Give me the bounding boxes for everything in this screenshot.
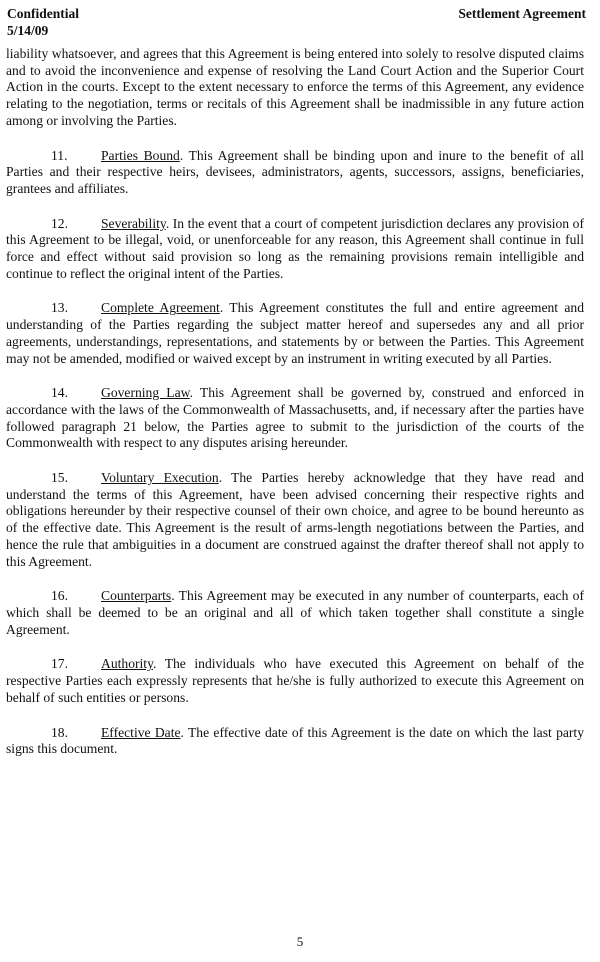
section-number: 11. xyxy=(51,147,68,163)
section-heading: Effective Date xyxy=(101,724,181,740)
page-number: 5 xyxy=(296,934,304,949)
section-number: 15. xyxy=(51,470,68,486)
section-number: 13. xyxy=(51,300,68,316)
section-17 xyxy=(6,656,584,706)
header-left xyxy=(7,6,79,39)
section-text: . The individuals who have executed this Agreement on behalf of the respective Parties each expressly represents that he/she is fully authorized to execute this Agreement on behalf of such entities or persons. xyxy=(6,656,584,705)
section-text: . This Agreement shall be governed by, construed and enforced in accordance with the laws of the Commonwealth of Massachusetts, and, if necessary after the parties have followed paragraph 21 below, the Parties agree to submit to the jurisdiction of the courts of the Commonwealth with respect to any disputes arising hereunder. xyxy=(6,385,584,451)
document-date: 5/14/09 xyxy=(7,22,49,38)
section-heading: Severability xyxy=(101,215,166,231)
section-number: 12. xyxy=(51,215,68,231)
section-number: 18. xyxy=(51,724,68,740)
section-heading: Counterparts xyxy=(101,588,172,604)
section-text: . The Parties hereby acknowledge that they have read and understand the terms of this Agreement, have been advised concerning their respective rights and obligations hereunder by their respective counsel of their own choice, and agree to be bound hereunto as of the effective date. This Agreement is the result of arms-length negotiations between the Parties, and hence the rule that ambiguities in a document are construed against the drafter thereof shall not apply to this Agreement. xyxy=(6,470,584,569)
section-heading: Complete Agreement xyxy=(101,300,220,316)
section-text: . The effective date of this Agreement is the date on which the last party signs this document. xyxy=(6,724,585,757)
section-16 xyxy=(6,588,584,638)
section-heading: Parties Bound xyxy=(101,147,180,163)
section-number: 17. xyxy=(51,656,68,672)
document-title: Settlement Agreement xyxy=(458,6,586,21)
document-body xyxy=(6,46,584,776)
section-heading: Authority xyxy=(101,656,153,672)
section-13 xyxy=(6,300,584,367)
section-number: 14. xyxy=(51,385,68,401)
section-heading: Voluntary Execution xyxy=(101,470,219,486)
section-15 xyxy=(6,470,584,570)
continued-paragraph: liability whatsoever, and agrees that this Agreement is being entered into solely to resolve disputed claims and to avoid the inconvenience and expense of resolving the Land Court Action and the Superior Court Action in the courts. Except to the extent necessary to enforce the terms of this Agreement, any evidence relating to the negotiation, terms or recitals of this Agreement shall be inadmissible in any future action among or involving the Parties. xyxy=(6,46,584,128)
section-text: . This Agreement may be executed in any number of counterparts, each of which shall be deemed to be an original and all of which taken together shall constitute a single Agreement. xyxy=(6,588,584,637)
section-text: . In the event that a court of competent jurisdiction declares any provision of this Agreement to be illegal, void, or unenforceable for any reason, this Agreement shall continue in full force and effect without said provision so long as the remaining provisions remain intelligible and continue to reflect the original intent of the Parties. xyxy=(6,215,584,281)
section-12 xyxy=(6,216,584,283)
confidential-label: Confidential xyxy=(7,6,80,21)
section-text: . This Agreement shall be binding upon and inure to the benefit of all Parties and their respective heirs, devisees, administrators, agents, successors, assigns, beneficiaries, grantees and affiliates. xyxy=(6,147,584,196)
section-number: 16. xyxy=(51,588,68,604)
section-14 xyxy=(6,385,584,452)
section-11 xyxy=(6,148,584,198)
section-18 xyxy=(6,725,584,758)
section-text: . This Agreement constitutes the full and entire agreement and understanding of the Parties regarding the subject matter hereof and supersedes any and all prior agreements, understandings, representations, and statements by or between the Parties. This Agreement may not be amended, modified or waived except by an instrument in writing executed by all Parties. xyxy=(6,300,584,366)
section-heading: Governing Law xyxy=(101,385,190,401)
